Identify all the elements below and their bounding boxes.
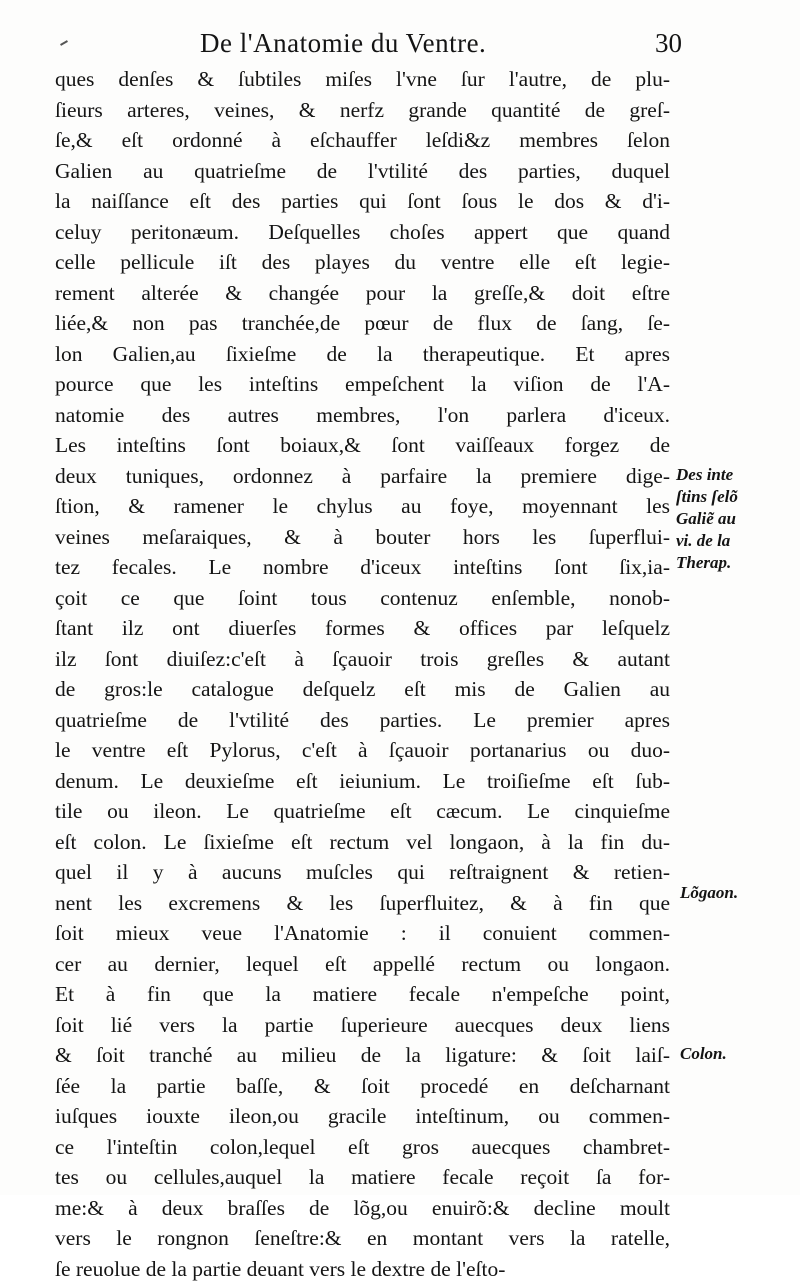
text-line: le ventre eſt Pylorus, c'eſt à ſçauoir portanarius ou duo- <box>55 735 670 766</box>
text-line: pource que les inteſtins empeſchent la viſion de l'A- <box>55 369 670 400</box>
margin-note-line: Des inte <box>676 464 738 486</box>
text-line: eſt colon. Le ſixieſme eſt rectum vel longaon, à la fin du- <box>55 827 670 858</box>
text-line: quatrieſme de l'vtilité des parties. Le premier apres <box>55 705 670 736</box>
text-line: celle pellicule iſt des playes du ventre elle eſt legie- <box>55 247 670 278</box>
margin-note-line: Therap. <box>676 552 738 574</box>
text-line: ſe,& eſt ordonné à eſchauffer leſdi&z membres ſelon <box>55 125 670 156</box>
text-line: ſée la partie baſſe, & ſoit procedé en deſcharnant <box>55 1071 670 1102</box>
text-line: ques denſes & ſubtiles miſes l'vne ſur l'autre, de plu- <box>55 64 670 95</box>
text-line: ilz ſont diuiſez:c'eſt à ſçauoir trois greſles & autant <box>55 644 670 675</box>
text-line: de gros:le catalogue deſquelz eſt mis de Galien au <box>55 674 670 705</box>
margin-note-line: vi. de la <box>676 530 738 552</box>
main-text-block <box>55 64 670 1284</box>
text-line: ſoit mieux veue l'Anatomie : il conuient commen- <box>55 918 670 949</box>
text-line: ſtant ilz ont diuerſes formes & offices par leſquelz <box>55 613 670 644</box>
text-line: tes ou cellules,auquel la matiere fecale reçoit ſa for- <box>55 1162 670 1193</box>
text-line: ſoit lié vers la partie ſuperieure auecques deux liens <box>55 1010 670 1041</box>
text-line: liée,& non pas tranchée,de pœur de flux de ſang, ſe- <box>55 308 670 339</box>
text-line: cer au dernier, lequel eſt appellé rectum ou longaon. <box>55 949 670 980</box>
margin-note-line: ſtins ſelõ <box>676 486 738 508</box>
page-number: 30 <box>655 28 682 59</box>
running-title: De l'Anatomie du Ventre. <box>200 28 670 59</box>
text-line: tez fecales. Le nombre d'iceux inteſtins ſont ſix,ia- <box>55 552 670 583</box>
text-line: ſtion, & ramener le chylus au foye, moyennant les <box>55 491 670 522</box>
text-line: iuſques iouxte ileon,ou gracile inteſtinum, ou commen- <box>55 1101 670 1132</box>
text-line: la naiſſance eſt des parties qui ſont ſous le dos & d'i- <box>55 186 670 217</box>
text-line: quel il y à aucuns muſcles qui reſtraignent & retien- <box>55 857 670 888</box>
text-line: & ſoit tranché au milieu de la ligature: & ſoit laiſ- <box>55 1040 670 1071</box>
text-line: deux tuniques, ordonnez à parfaire la premiere dige- <box>55 461 670 492</box>
margin-note-colon: Colon. <box>680 1043 727 1065</box>
text-line: natomie des autres membres, l'on parlera d'iceux. <box>55 400 670 431</box>
text-line: nent les excremens & les ſuperfluitez, & à fin que <box>55 888 670 919</box>
text-line: veines meſaraiques, & à bouter hors les ſuperflui- <box>55 522 670 553</box>
text-line: çoit ce que ſoint tous contenuz enſemble, nonob- <box>55 583 670 614</box>
text-line: me:& à deux braſſes de lõg,ou enuirõ:& decline moult <box>55 1193 670 1224</box>
text-line: ſe reuolue de la partie deuant vers le dextre de l'eſto- <box>55 1254 670 1284</box>
text-line: rement alterée & changée pour la greſſe,& doit eſtre <box>55 278 670 309</box>
text-line: ce l'inteſtin colon,lequel eſt gros auecques chambret- <box>55 1132 670 1163</box>
text-line: vers le rongnon ſeneſtre:& en montant vers la ratelle, <box>55 1223 670 1254</box>
text-line: Les inteſtins ſont boiaux,& ſont vaiſſeaux forgez de <box>55 430 670 461</box>
text-line: ſieurs arteres, veines, & nerfz grande quantité de greſ- <box>55 95 670 126</box>
text-line: tile ou ileon. Le quatrieſme eſt cæcum. Le cinquieſme <box>55 796 670 827</box>
text-line: lon Galien,au ſixieſme de la therapeutique. Et apres <box>55 339 670 370</box>
ink-mark <box>60 40 68 46</box>
margin-note-longaon: Lõgaon. <box>680 882 738 904</box>
margin-note-line: Galiẽ au <box>676 508 738 530</box>
text-line: celuy peritonæum. Deſquelles choſes appert que quand <box>55 217 670 248</box>
text-line: Galien au quatrieſme de l'vtilité des parties, duquel <box>55 156 670 187</box>
text-line: Et à fin que la matiere fecale n'empeſche point, <box>55 979 670 1010</box>
text-line: denum. Le deuxieſme eſt ieiunium. Le troiſieſme eſt ſub- <box>55 766 670 797</box>
margin-note-intestins <box>676 464 738 574</box>
